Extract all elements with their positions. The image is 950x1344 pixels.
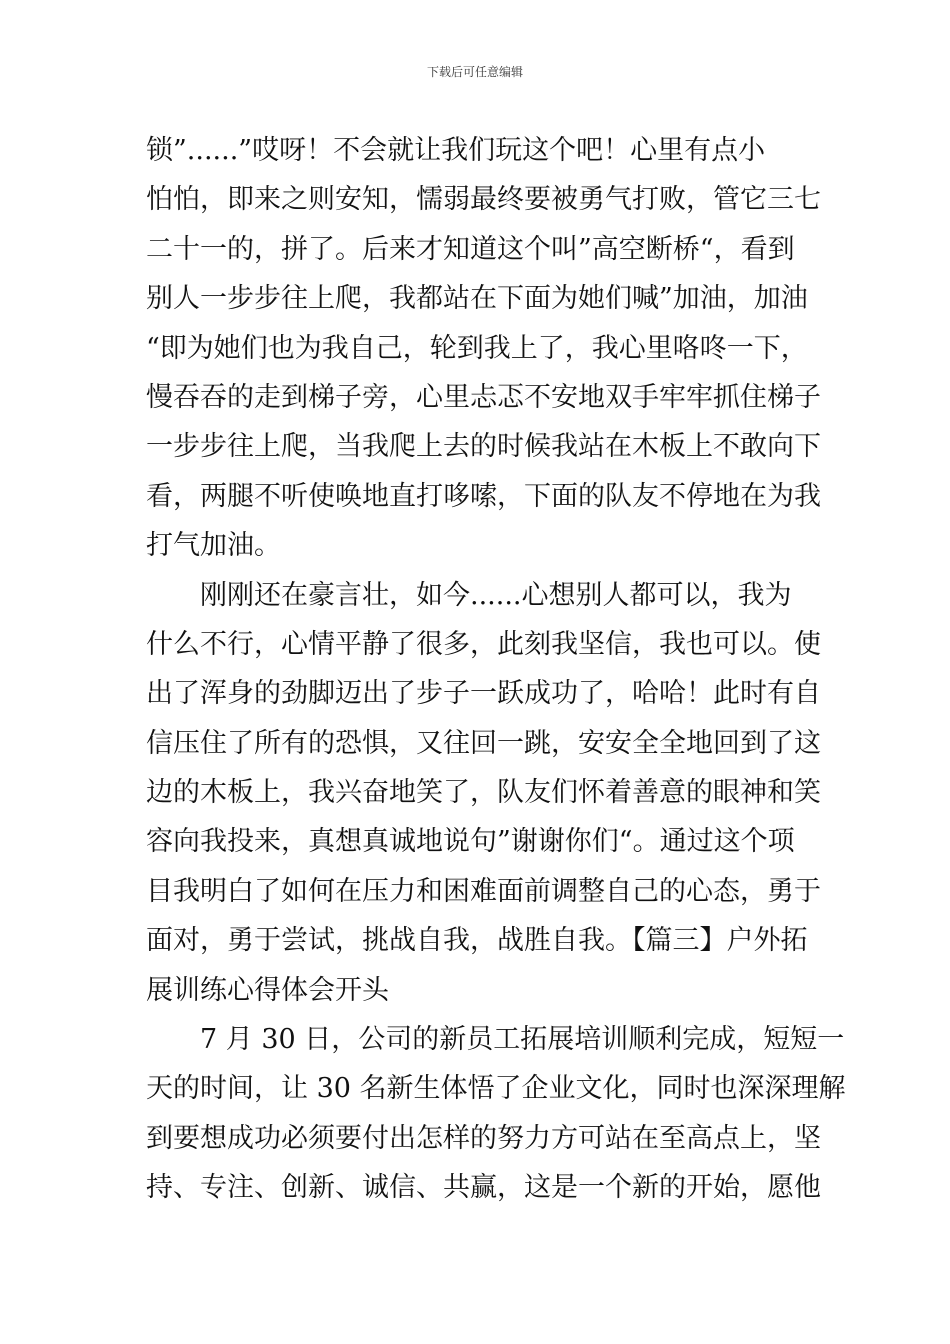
text-line: “即为她们也为我自己，轮到我上了，我心里咯咚一下， [146, 332, 808, 364]
text-line: 什么不行，心情平静了很多，此刻我坚信，我也可以。使 [146, 628, 821, 660]
text-line: 打气加油。 [146, 530, 281, 562]
text-line: 一步步往上爬，当我爬上去的时候我站在木板上不敢向下 [146, 431, 821, 463]
text-line: 展训练心得体会开头 [146, 974, 389, 1006]
document-body [146, 126, 846, 1213]
page-header: 下载后可任意编辑 [426, 65, 523, 79]
paragraph-start-line: 刚刚还在豪言壮，如今......心想别人都可以，我为 [200, 579, 792, 611]
text-line: 天的时间，让 30 名新生体悟了企业文化，同时也深深理解 [146, 1073, 846, 1105]
text-line: 持、专注、创新、诚信、共赢，这是一个新的开始，愿他 [146, 1172, 821, 1204]
text-line: 慢吞吞的走到梯子旁，心里忐忑不安地双手牢牢抓住梯子 [146, 381, 821, 413]
text-line: 锁”......”哎呀！不会就让我们玩这个吧！心里有点小 [146, 135, 766, 166]
text-line: 目我明白了如何在压力和困难面前调整自己的心态，勇于 [146, 875, 821, 907]
text-line: 出了浑身的劲脚迈出了步子一跃成功了，哈哈！此时有自 [146, 678, 821, 710]
text-line: 到要想成功必须要付出怎样的努力方可站在至高点上，坚 [146, 1122, 821, 1154]
text-line: 面对，勇于尝试，挑战自我，战胜自我。【篇三】户外拓 [146, 925, 808, 957]
paragraph-start-line: 7 月 30 日，公司的新员工拓展培训顺利完成，短短一 [200, 1024, 845, 1056]
text-line: 别人一步步往上爬，我都站在下面为她们喊”加油，加油 [146, 283, 808, 315]
text-line: 信压住了所有的恐惧，又往回一跳，安安全全地回到了这 [146, 727, 821, 759]
text-line: 边的木板上，我兴奋地笑了，队友们怀着善意的眼神和笑 [146, 777, 821, 809]
text-line: 看，两腿不听使唤地直打哆嗦，下面的队友不停地在为我 [146, 480, 821, 512]
text-line: 二十一的，拼了。后来才知道这个叫”高空断桥“，看到 [146, 233, 795, 265]
text-line: 容向我投来，真想真诚地说句”谢谢你们“。通过这个项 [146, 826, 795, 858]
text-line: 怕怕，即来之则安知，懦弱最终要被勇气打败，管它三七 [146, 184, 821, 216]
